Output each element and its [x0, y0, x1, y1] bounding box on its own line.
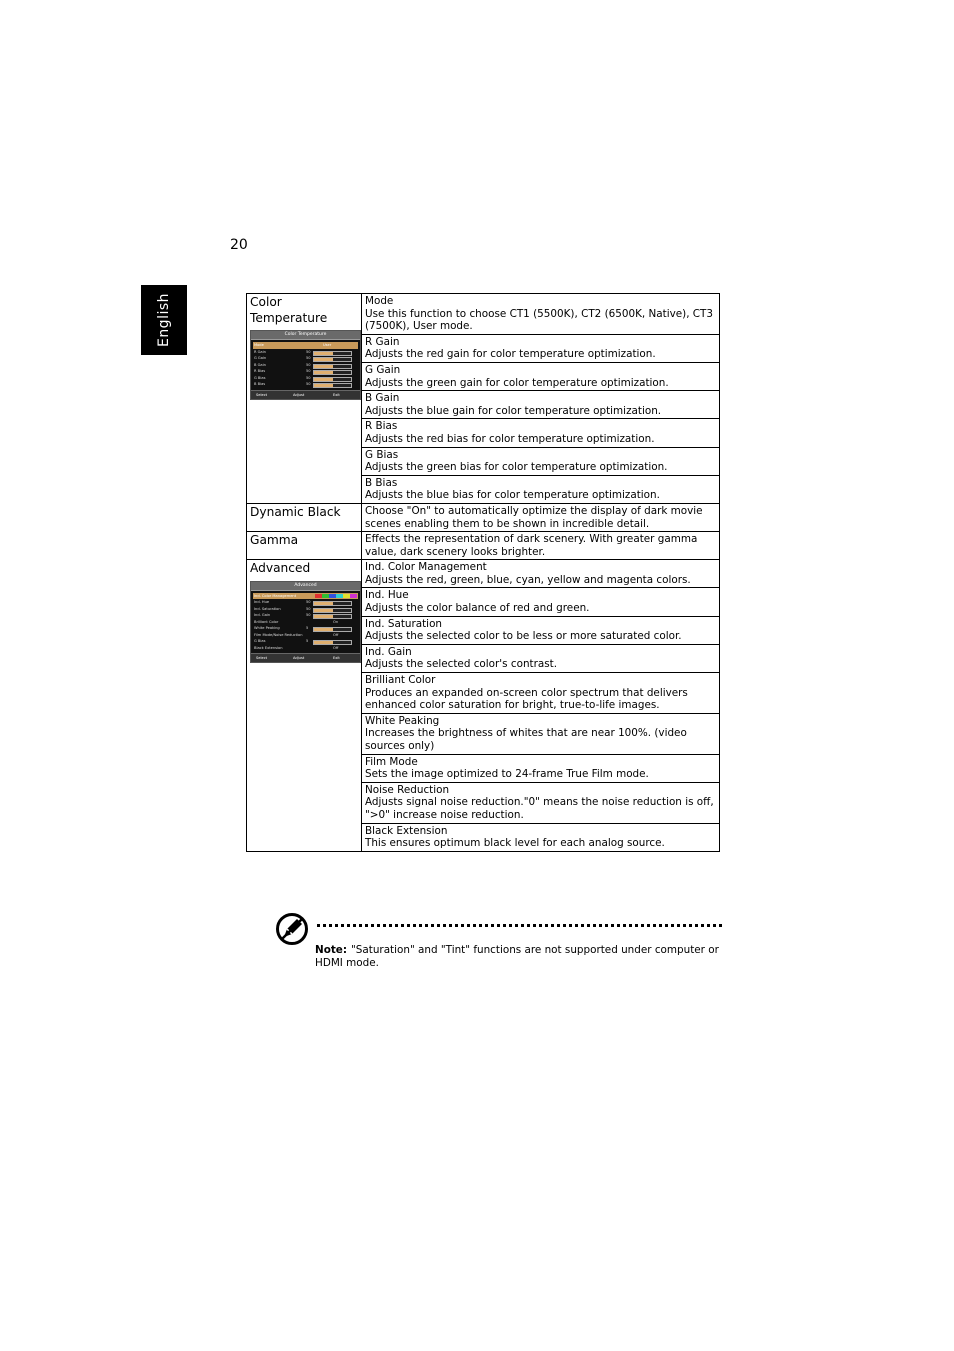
note-body: "Saturation" and "Tint" functions are not supported under computer or HDMI mode. — [315, 944, 719, 969]
item-title: B Gain — [365, 392, 400, 405]
item-title: Ind. Gain — [365, 645, 412, 658]
item-text: Adjusts the green bias for color temperature optimization. — [365, 461, 668, 474]
description-cell — [362, 754, 720, 782]
osd-row-value: 50 — [306, 606, 311, 611]
item-text: Adjusts the blue bias for color temperature optimization. — [365, 489, 660, 502]
item-title: R Bias — [365, 420, 398, 433]
category-label: Gamma — [250, 533, 299, 548]
osd-footer-exit: Exit — [333, 392, 340, 397]
osd-row-label: G Bias — [254, 639, 266, 644]
osd-row-label: Ind. Gain — [254, 613, 271, 618]
page-number: 20 — [230, 237, 248, 253]
category-cell-color-temperature — [247, 294, 362, 504]
osd-color-swatch — [350, 594, 357, 598]
item-text: Adjusts the green gain for color temperature optimization. — [365, 376, 669, 389]
description-cell — [362, 713, 720, 754]
osd-footer-select: Select — [256, 656, 268, 661]
item-title: Brilliant Color — [365, 674, 436, 687]
table-row — [247, 560, 720, 588]
item-title: G Gain — [365, 363, 401, 376]
item-text: Use this function to choose CT1 (5500K), CT2 (6500K, Native), CT3 (7500K), User mode. — [365, 307, 714, 333]
item-title: R Gain — [365, 335, 400, 348]
item-text: Adjusts the blue gain for color temperature optimization. — [365, 404, 662, 417]
osd-footer — [251, 653, 360, 662]
osd-color-swatch — [315, 594, 322, 598]
osd-row-label: B Gain — [254, 362, 266, 367]
osd-row-label: G Bias — [254, 375, 266, 380]
item-text: Choose "On" to automatically optimize the display of dark movie scenes enabling them to be shown in incredible detail. — [365, 504, 703, 530]
osd-row-value: 50 — [306, 613, 311, 618]
osd-footer-exit: Exit — [333, 656, 340, 661]
item-text: Sets the image optimized to 24-frame True Film mode. — [365, 768, 649, 781]
category-label: Advanced — [250, 561, 311, 576]
osd-footer-adjust: Adjust — [293, 392, 305, 397]
osd-row-label: R Bias — [254, 369, 266, 373]
table-row — [247, 532, 720, 560]
category-cell-advanced — [247, 560, 362, 851]
item-text: Adjusts the color balance of red and green. — [365, 602, 590, 615]
settings-table — [246, 293, 720, 852]
osd-row-value: Off — [333, 632, 339, 637]
osd-row-label: Black Extension — [254, 645, 283, 650]
item-title: B Bias — [365, 476, 398, 489]
category-label: Dynamic Black — [250, 504, 341, 519]
item-text: Adjusts the selected color's contrast. — [365, 658, 558, 671]
osd-row-label: B Bias — [254, 382, 266, 386]
description-cell — [362, 532, 720, 560]
osd-row-value: 50 — [306, 600, 311, 605]
osd-color-swatch — [322, 594, 329, 598]
category-label: Color Temperature — [250, 295, 328, 325]
osd-row-value: 5 — [306, 626, 309, 631]
item-text: Produces an expanded on-screen color spectrum that delivers enhanced color saturation for bright, true-to-life images. — [365, 686, 688, 712]
item-text: Adjusts the red, green, blue, cyan, yellow and magenta colors. — [365, 573, 691, 586]
item-title: Noise Reduction — [365, 783, 450, 796]
item-title: Mode — [365, 295, 394, 307]
osd-row — [253, 381, 358, 388]
item-text: Adjusts the red gain for color temperature optimization. — [365, 348, 656, 361]
item-title: Ind. Hue — [365, 589, 409, 602]
osd-row-label: G Gain — [254, 356, 267, 360]
description-cell — [362, 616, 720, 644]
osd-row-value: 50 — [306, 369, 311, 373]
description-cell — [362, 560, 720, 588]
description-cell — [362, 673, 720, 714]
osd-color-temperature-image — [250, 330, 361, 400]
osd-footer-select: Select — [256, 392, 268, 397]
language-tab — [141, 285, 187, 355]
osd-row-value: 50 — [306, 362, 311, 367]
item-title: Ind. Saturation — [365, 617, 443, 630]
description-cell — [362, 447, 720, 475]
item-title: G Bias — [365, 448, 399, 461]
table-row — [247, 503, 720, 531]
note-label: Note: — [315, 944, 348, 956]
osd-row-label: White Peaking — [254, 626, 280, 631]
osd-title: Advanced — [251, 582, 360, 591]
item-text: Adjusts the red bias for color temperature optimization. — [365, 432, 655, 445]
osd-footer — [251, 390, 360, 399]
category-cell-gamma — [247, 532, 362, 560]
osd-row-value: 50 — [306, 375, 311, 380]
osd-color-swatch — [336, 594, 343, 598]
description-cell — [362, 334, 720, 362]
osd-row-value: 50 — [306, 349, 311, 354]
osd-row-value: 50 — [306, 356, 311, 360]
language-tab-label: English — [156, 292, 172, 348]
description-cell — [362, 503, 720, 531]
item-text: Adjusts signal noise reduction."0" means the noise reduction is off, ">0" increase noise reduction. — [365, 796, 714, 821]
item-text: Increases the brightness of whites that are near 100%. (video sources only) — [365, 727, 687, 752]
table-row — [247, 294, 720, 335]
osd-row-value: 50 — [306, 382, 311, 386]
category-cell-dynamic-black — [247, 503, 362, 531]
osd-row-label: Ind. Saturation — [254, 606, 281, 611]
item-title: White Peaking — [365, 714, 440, 727]
item-title: Black Extension — [365, 824, 448, 837]
osd-row — [253, 645, 358, 652]
note-pen-icon — [275, 912, 309, 946]
item-title: Film Mode — [365, 755, 418, 768]
description-cell — [362, 782, 720, 823]
description-cell — [362, 823, 720, 851]
osd-row-label: Brilliant Color — [254, 619, 279, 624]
item-title: Ind. Color Management — [365, 561, 487, 574]
osd-row-label: R Gain — [254, 349, 266, 354]
osd-row-value: 5 — [306, 639, 309, 644]
osd-color-swatch — [343, 594, 350, 598]
osd-footer-adjust: Adjust — [293, 656, 305, 661]
osd-row-label: Film Mode/Noise Reduction — [254, 632, 303, 637]
description-cell — [362, 475, 720, 503]
osd-row-value: On — [333, 619, 339, 624]
osd-row-value: User — [323, 343, 332, 347]
osd-row-label: Ind. Hue — [254, 600, 270, 605]
note-divider — [317, 924, 722, 927]
osd-title: Color Temperature — [251, 331, 360, 340]
item-text: Effects the representation of dark scenery. With greater gamma value, dark scenery looks brighter. — [365, 533, 698, 558]
description-cell — [362, 644, 720, 672]
description-cell — [362, 588, 720, 616]
description-cell — [362, 362, 720, 390]
description-cell — [362, 419, 720, 447]
osd-row-label: Mode — [254, 343, 264, 347]
osd-advanced-image — [250, 581, 361, 664]
osd-row-value: Off — [333, 645, 339, 650]
item-text: Adjusts the selected color to be less or more saturated color. — [365, 630, 682, 643]
item-text: This ensures optimum black level for each analog source. — [365, 837, 665, 850]
note-text — [315, 944, 720, 970]
description-cell — [362, 294, 720, 335]
description-cell — [362, 391, 720, 419]
osd-color-swatch — [329, 594, 336, 598]
osd-slider — [313, 383, 352, 388]
osd-row-label: Ind. Color Management — [254, 593, 297, 598]
